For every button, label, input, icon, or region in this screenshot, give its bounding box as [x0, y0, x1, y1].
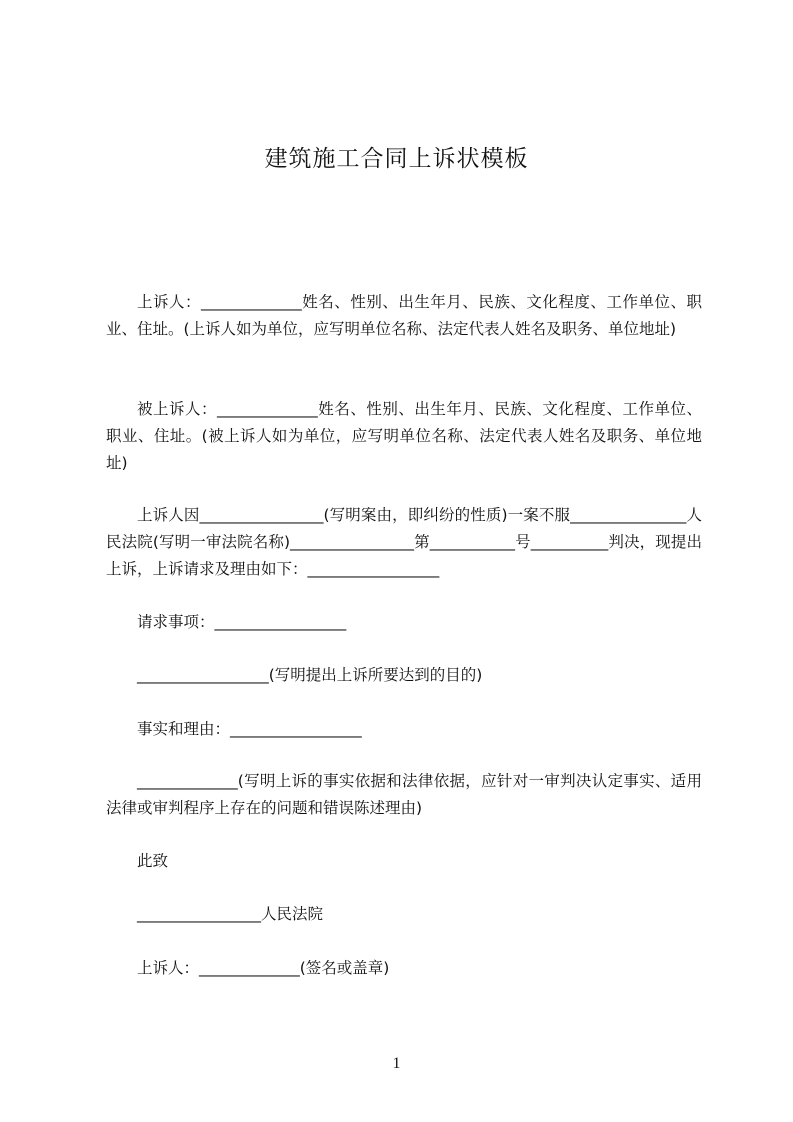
claims-note-text: _________________(写明提出上诉所要达到的目的): [137, 666, 483, 684]
claims-text: 请求事项：_________________: [137, 613, 347, 631]
salutation-text: 此致: [137, 852, 169, 870]
facts-note-text: _____________(写明上诉的事实依据和法律依据，应针对一审判决认定事实、适用法律或审判程序上存在的问题和错误陈述理由): [106, 772, 702, 817]
signature-text: 上诉人：_____________(签名或盖章): [137, 959, 390, 977]
salutation-paragraph: [106, 848, 702, 875]
claims-note-paragraph: [106, 662, 702, 689]
cause-paragraph: [106, 502, 702, 583]
page-number: 1: [392, 1055, 401, 1072]
facts-text: 事实和理由：_________________: [137, 720, 362, 738]
appellant-paragraph: [106, 289, 702, 343]
appellee-paragraph: [106, 396, 702, 477]
document-title: 建筑施工合同上诉状模板: [264, 146, 529, 172]
claims-paragraph: [106, 609, 702, 636]
appellant-text: 上诉人：_____________姓名、性别、出生年月、民族、文化程度、工作单位、职业、住址。(上诉人如为单位，应写明单位名称、法定代表人姓名及职务、单位地址): [106, 293, 702, 338]
appellee-text: 被上诉人：_____________姓名、性别、出生年月、民族、文化程度、工作单位、职业、住址。(被上诉人如为单位，应写明单位名称、法定代表人姓名及职务、单位地址): [106, 400, 702, 472]
cause-text: 上诉人因________________(写明案由，即纠纷的性质)一案不服_______________人民法院(写明一审法院名称)________________第___________号__________判决，现提出上诉，上诉请求及理由如下：_________________: [106, 506, 702, 578]
court-paragraph: [106, 901, 702, 928]
facts-paragraph: [106, 716, 702, 743]
court-text: ________________人民法院: [137, 905, 324, 923]
signature-paragraph: [106, 955, 702, 982]
facts-note-paragraph: [106, 768, 702, 822]
